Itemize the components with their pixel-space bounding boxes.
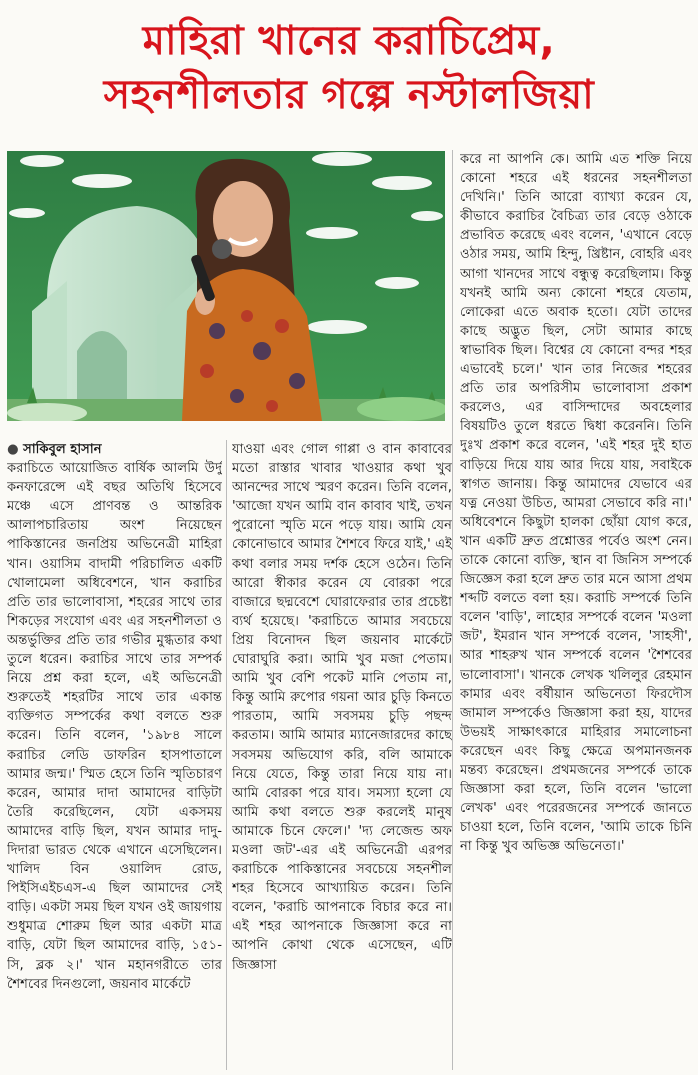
- article-column-2: [232, 440, 452, 1070]
- column-divider-right: [452, 150, 453, 1070]
- column-divider-left: [226, 440, 227, 1070]
- bullet-icon: ●: [7, 442, 24, 457]
- headline-line-1: মাহিরা খানের করাচিপ্রেম,: [142, 18, 556, 64]
- article-column-3: [460, 150, 692, 1070]
- article-column-1: [7, 440, 222, 1070]
- author-name: সাকিবুল হাসান: [23, 442, 102, 457]
- column-3-text: করে না আপনি কে। আমি এত শক্তি নিয়ে কোনো শহরে এই ধরনের সহনশীলতা দেখিনি।' তিনি আরো ব্যাখ্যা করেন যে, কীভাবে করাচির বৈচিত্র্য তার বেড়ে ওঠাকে প্রভাবিত করেছে এবং বলেন, 'এখানে বেড়ে ওঠার সময়, আমি হিন্দু, খ্রিষ্টান, বোহরি এবং আগা খানদের সাথে বন্ধুত্ব করেছিলাম। কিন্তু যখনই আমি অন্য কোনো শহরে যেতাম, লোকেরা এতে অবাক হতো। যেটা তাদের কাছে অদ্ভুত ছিল, সেটা আমার কাছে স্বাভাবিক ছিল। বিশ্বের যে কোনো বন্দর শহর এভাবেই চলে।' খান তার নিজের শহরের প্রতি তার অপরিসীম ভালোবাসা প্রকাশ করলেও, এর বাসিন্দাদের অবহেলার বিষয়টিও তুলে ধরতে দ্বিধা করেননি। তিনি দুঃখ প্রকাশ করে বলেন, 'এই শহর দুই হাত বাড়িয়ে দিয়ে যায় আর দিয়ে যায়, সবাইকে স্বাগত জানায়। কিন্তু আমাদের যেভাবে এর যত্ন নেওয়া উচিত, আমরা সেভাবে করি না।' অধিবেশনে কিছুটা হালকা ছোঁয়া যোগ করে, খান একটি দ্রুত প্রশ্নোত্তর পর্বেও অংশ নেন। তাকে কোনো ব্যক্তি, স্থান বা জিনিস সম্পর্কে জিজ্ঞেস করা হলে দ্রুত তার মনে আসা প্রথম শব্দটি বলতে বলা হয়। করাচি সম্পর্কে তিনি বলেন 'বাড়ি', লাহোর সম্পর্কে বলেন 'মওলা জট', ইমরান খান সম্পর্কে বলেন, 'সাহসী', আর শাহরুখ খান সম্পর্কে বলেন 'শৈশবের ভালোবাসা'। খানকে লেখক খলিলুর রেহমান কামার এবং বর্ষীয়ান অভিনেতা ফিরদৌস জামাল সম্পর্কেও জিজ্ঞাসা করা হয়, যাদের উভয়ই সাক্ষাৎকারে মাহিরার সমালোচনা করেছেন এবং কিছু ক্ষেত্রে অপমানজনক মন্তব্য করেছেন। প্রথমজনের সম্পর্কে তাকে জিজ্ঞাসা করা হলে, তিনি বলেন 'ভালো লেখক' এবং পরেরজনের সম্পর্কে জানতে চাওয়া হলে, তিনি বলেন, 'আমি তাকে চিনি না কিন্তু খুব অভিজ্ঞ অভিনেতা।': [460, 152, 692, 855]
- headline: [0, 14, 698, 122]
- article-photo: [7, 151, 445, 421]
- column-1-text: করাচিতে আয়োজিত বার্ষিক আলমি উর্দু কনফারেন্সে এই বছর অতিথি হিসেবে মঞ্চে এসে প্রাণবন্ত ও আন্তরিক আলাপচারিতায় অংশ নিয়েছেন পাকিস্তানের জনপ্রিয় অভিনেত্রী মাহিরা খান। ওয়াসিম বাদামী পরিচালিত একটি খোলামেলা অধিবেশনে, খান করাচির প্রতি তার ভালোবাসা, শহরের সাথে তার শিকড়ের সংযোগ এবং এর সহনশীলতা ও অন্তর্ভুক্তির প্রতি তার গভীর মুগ্ধতার কথা তুলে ধরেন। করাচির সাথে তার সম্পর্ক নিয়ে প্রশ্ন করা হলে, এই অভিনেত্রী শুরুতেই শহরটির সাথে তার একান্ত ব্যক্তিগত সম্পর্কের কথা বলতে শুরু করেন। তিনি বলেন, '১৯৮৪ সালে করাচির লেডি ডাফরিন হাসপাতালে আমার জন্ম।' স্মিত হেসে তিনি স্মৃতিচারণ করেন, আমার দাদা আমাদের বাড়িটা তৈরি করেছিলেন, যেটা একসময় আমাদের বাড়ি ছিল, যখন আমার দাদু-দিদারা ভারত থেকে এখানে এসেছিলেন। খালিদ বিন ওয়ালিদ রোড, পিইসিএইচএস-এ ছিল আমাদের সেই বাড়ি। একটা সময় ছিল যখন ওই জায়গায় শুধুমাত্র শোরুম ছিল আর একটা মাত্র বাড়ি, যেটা ছিল আমাদের বাড়ি, ১৫১-সি, ব্লক ২।' খান মহানগরীতে তার শৈশবের দিনগুলো, জয়নাব মার্কেটে: [7, 461, 222, 992]
- column-2-text: যাওয়া এবং গোল গাপ্পা ও বান কাবাবের মতো রাস্তার খাবার খাওয়ার কথা খুব আনন্দের সাথে স্মরণ করেন। তিনি বলেন, 'আজো যখন আমি বান কাবাব খাই, তখন পুরোনো স্মৃতি মনে পড়ে যায়। আমি যেন কোনোভাবে আমার শৈশবে ফিরে যাই,' এই কথা বলার সময় দর্শক হেসে ওঠেন। তিনি আরো স্বীকার করেন যে বোরকা পরে বাজারে ছদ্মবেশে ঘোরাফেরার তার প্রচেষ্টা ব্যর্থ হয়েছে। 'করাচিতে আমার সবচেয়ে প্রিয় বিনোদন ছিল জয়নাব মার্কেটে ঘোরাঘুরি করা। আমি খুব মজা পেতাম। আমি খুব বেশি পকেট মানি পেতাম না, কিন্তু আমি রুপোর গয়না আর চুড়ি কিনতে পারতাম, আমি সবসময় চুড়ি পছন্দ করতাম। আমি আমার ম্যানেজারদের কাছে সবসময় অভিযোগ করি, বলি আমাকে নিয়ে যেতে, কিন্তু তারা নিয়ে যায় না। আমি বোরকা পরে যাব। সমস্যা হলো যে আমি কথা বলতে শুরু করলেই মানুষ আমাকে চিনে ফেলে।' 'দ্য লেজেন্ড অফ মওলা জট'-এর এই অভিনেত্রী এরপর করাচিকে পাকিস্তানের সবচেয়ে সহনশীল শহর হিসেবে আখ্যায়িত করেন। তিনি বলেন, 'করাচি আপনাকে বিচার করে না। এই শহর আপনাকে জিজ্ঞাসা করে না আপনি কোথা থেকে এসেছেন, এটি জিজ্ঞাসা: [232, 442, 452, 973]
- headline-line-2: সহনশীলতার গল্পে নস্টালজিয়া: [103, 72, 595, 118]
- byline: [7, 440, 222, 459]
- photo-illustration: [7, 151, 445, 421]
